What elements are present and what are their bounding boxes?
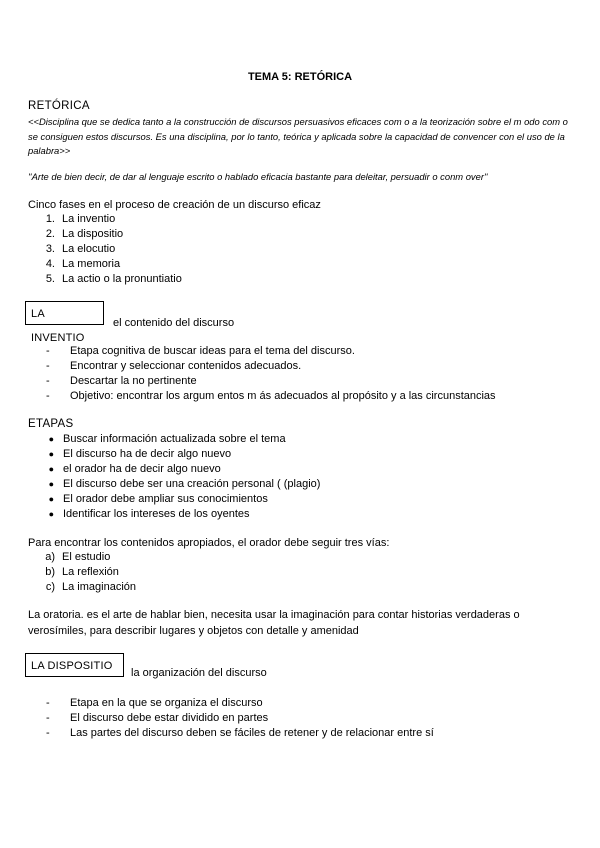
- retorica-quote: ''Arte de bien decir, de dar al lenguaje escrito o hablado eficacia bastante para deleitar, persuadir o conm over'': [28, 171, 488, 182]
- list-item: - Etapa en la que se organiza el discurso: [46, 697, 263, 709]
- list-item: - El discurso debe estar dividido en partes: [46, 712, 269, 724]
- inventio-box-label: LA INVENTIO: [25, 301, 104, 325]
- list-item: ● el orador ha de decir algo nuevo: [48, 463, 221, 475]
- phases-intro: Cinco fases en el proceso de creación de un discurso eficaz: [28, 199, 321, 211]
- list-item: 1. La inventio: [45, 213, 116, 225]
- list-item: c) La imaginación: [45, 581, 136, 593]
- retorica-heading: RETÓRICA: [28, 100, 90, 112]
- oratoria-paragraph: La oratoria. es el arte de hablar bien, necesita usar la imaginación para contar historias verdaderas o verosímiles, para describir lugares y objetos con detalle y amenidad: [28, 609, 520, 637]
- list-item: 3. La elocutio: [45, 243, 116, 255]
- retorica-definition: <<Disciplina que se dedica tanto a la construcción de discursos persuasivos eficaces com o a la teorización sobre el m odo com o se consiguen estos discursos. Es una disciplina, por lo tanto, teórica y aplicada sobre la capacidad de convencer con el uso de la palabra>>: [28, 116, 568, 157]
- dispositio-points: [28, 696, 434, 741]
- dispositio-caption: la organización del discurso: [131, 667, 267, 679]
- list-item: ● El discurso ha de decir algo nuevo: [48, 448, 232, 460]
- etapas-list: [28, 432, 320, 522]
- list-item: - Objetivo: encontrar los argum entos m ás adecuados al propósito y a las circunstancias: [46, 390, 496, 402]
- list-item: - Etapa cognitiva de buscar ideas para el tema del discurso.: [46, 345, 355, 357]
- vias-intro: Para encontrar los contenidos apropiados, el orador debe seguir tres vías:: [28, 537, 390, 549]
- list-item: b) La reflexión: [45, 566, 119, 578]
- list-item: ● Identificar los intereses de los oyentes: [48, 508, 250, 520]
- list-item: ● El orador debe ampliar sus conocimientos: [48, 493, 268, 505]
- page-title: TEMA 5: RETÓRICA: [247, 71, 353, 83]
- list-item: - Encontrar y seleccionar contenidos adecuados.: [46, 360, 302, 372]
- list-item: a) El estudio: [45, 551, 111, 563]
- list-item: - Descartar la no pertinente: [46, 375, 197, 387]
- list-item: - Las partes del discurso deben se fáciles de retener y de relacionar entre sí: [46, 727, 434, 739]
- list-item: 5. La actio o la pronuntiatio: [45, 273, 182, 285]
- phases-list: [28, 212, 182, 287]
- list-item: 4. La memoria: [45, 258, 121, 270]
- etapas-heading: ETAPAS: [28, 418, 74, 430]
- inventio-points: [28, 344, 496, 404]
- list-item: ● El discurso debe ser una creación personal ( (plagio): [48, 478, 321, 490]
- dispositio-box-label: LA DISPOSITIO: [25, 653, 124, 677]
- vias-list: [28, 550, 136, 595]
- list-item: 2. La dispositio: [45, 228, 124, 240]
- inventio-caption: el contenido del discurso: [113, 317, 235, 329]
- list-item: ● Buscar información actualizada sobre el tema: [48, 433, 286, 445]
